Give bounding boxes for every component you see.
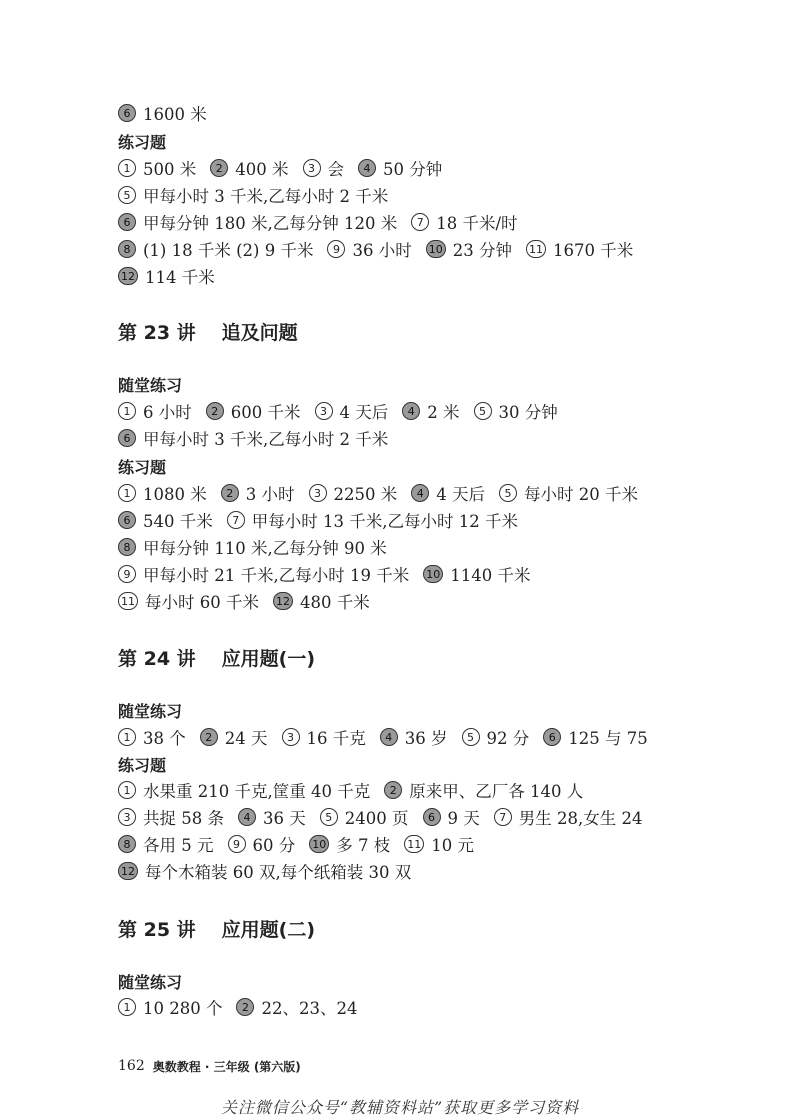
question-number-badge: 4 — [402, 402, 420, 420]
answer-text: (1) 18 千米 (2) 9 千米 — [143, 241, 314, 260]
answer-line — [118, 994, 371, 1020]
answer-item — [221, 481, 295, 505]
answer-item — [118, 426, 388, 450]
answer-item — [402, 399, 459, 423]
answer-line — [118, 588, 384, 614]
question-number-badge: 8 — [118, 538, 136, 556]
answer-item — [282, 725, 366, 749]
answer-text: 6 小时 — [143, 403, 192, 422]
question-number-badge: 6 — [118, 511, 136, 529]
answer-line — [118, 831, 488, 857]
question-number-badge: 4 — [411, 484, 429, 502]
answer-item — [118, 589, 259, 613]
answer-text: 9 天 — [447, 809, 480, 828]
answer-text: 每个木箱装 60 双,每个纸箱装 30 双 — [145, 863, 412, 882]
answer-item — [423, 805, 480, 829]
answer-item — [303, 156, 345, 180]
answer-text: 甲每小时 3 千米,乙每小时 2 千米 — [143, 430, 389, 449]
answer-line — [118, 425, 402, 451]
answer-line — [118, 155, 456, 181]
question-number-badge: 4 — [358, 159, 376, 177]
answer-line — [118, 561, 544, 587]
lecture-number: 第 24 讲 — [118, 647, 196, 670]
answer-item — [273, 589, 370, 613]
question-number-badge: 1 — [118, 781, 136, 799]
answer-line — [118, 398, 572, 424]
answer-text: 36 天 — [263, 809, 306, 828]
answer-text: 18 千米/时 — [436, 214, 518, 233]
answer-text: 甲每分钟 180 米,乙每分钟 120 米 — [143, 214, 398, 233]
answer-item — [238, 805, 306, 829]
answer-item — [118, 832, 214, 856]
question-number-badge: 1 — [118, 998, 136, 1016]
answer-line — [118, 182, 402, 208]
answer-line — [118, 858, 425, 884]
answer-item — [118, 778, 370, 802]
answer-text: 会 — [327, 160, 344, 179]
section-heading — [118, 316, 298, 346]
answer-item — [309, 832, 390, 856]
lecture-title: 应用题(二) — [221, 918, 316, 941]
question-number-badge: 10 — [423, 565, 443, 583]
answer-item — [118, 995, 222, 1019]
question-number-badge: 5 — [462, 728, 480, 746]
answer-item — [118, 805, 224, 829]
question-number-badge: 2 — [221, 484, 239, 502]
question-number-badge: 11 — [118, 592, 138, 610]
answer-item — [474, 399, 558, 423]
question-number-badge: 6 — [118, 213, 136, 231]
answer-item — [543, 725, 647, 749]
page-number: 162 — [118, 1058, 145, 1074]
answer-text: 50 分钟 — [383, 160, 443, 179]
question-number-badge: 6 — [423, 808, 441, 826]
answer-text: 共捉 58 条 — [143, 809, 224, 828]
question-number-badge: 7 — [227, 511, 245, 529]
answer-text: 10 280 个 — [143, 999, 223, 1018]
answer-item — [526, 237, 633, 261]
answer-item — [411, 481, 485, 505]
answer-text: 原来甲、乙厂各 140 人 — [409, 782, 584, 801]
answer-item — [200, 725, 268, 749]
question-number-badge: 6 — [118, 104, 136, 122]
answer-line — [118, 100, 221, 126]
answer-item — [118, 101, 207, 125]
answer-text: 2250 米 — [333, 485, 398, 504]
question-number-badge: 5 — [474, 402, 492, 420]
question-number-badge: 8 — [118, 835, 136, 853]
answer-item — [118, 156, 196, 180]
answer-text: 男生 28,女生 24 — [518, 809, 643, 828]
answer-line — [118, 724, 662, 750]
answer-item — [384, 778, 583, 802]
question-number-badge: 2 — [210, 159, 228, 177]
practice-heading: 练习题 — [118, 755, 167, 775]
answer-item — [228, 832, 296, 856]
question-number-badge: 10 — [426, 240, 446, 258]
answer-text: 甲每分钟 110 米,乙每分钟 90 米 — [143, 539, 387, 558]
question-number-badge: 8 — [118, 240, 136, 258]
question-number-badge: 9 — [327, 240, 345, 258]
class-practice-heading: 随堂练习 — [118, 972, 183, 992]
page-footer — [118, 1055, 301, 1077]
answer-item — [210, 156, 288, 180]
answer-text: 500 米 — [143, 160, 197, 179]
answer-text: 36 小时 — [352, 241, 412, 260]
answer-item — [494, 805, 643, 829]
answer-item — [118, 399, 192, 423]
answer-item — [309, 481, 398, 505]
question-number-badge: 3 — [315, 402, 333, 420]
class-practice-heading: 随堂练习 — [118, 701, 183, 721]
question-number-badge: 7 — [411, 213, 429, 231]
answer-text: 水果重 210 千克,筐重 40 千克 — [143, 782, 371, 801]
question-number-badge: 9 — [118, 565, 136, 583]
answer-text: 1140 千米 — [450, 566, 531, 585]
question-number-badge: 10 — [309, 835, 329, 853]
answer-text: 24 天 — [224, 729, 268, 748]
answer-text: 每小时 20 千米 — [524, 485, 638, 504]
answer-text: 540 千米 — [143, 512, 213, 531]
answer-line — [118, 236, 647, 262]
question-number-badge: 1 — [118, 402, 136, 420]
answer-text: 1670 千米 — [552, 241, 634, 260]
question-number-badge: 3 — [282, 728, 300, 746]
question-number-badge: 3 — [118, 808, 136, 826]
answer-text: 各用 5 元 — [143, 836, 214, 855]
answer-text: 甲每小时 13 千米,乙每小时 12 千米 — [251, 512, 518, 531]
question-number-badge: 3 — [309, 484, 327, 502]
answer-item — [206, 399, 301, 423]
answer-item — [118, 725, 186, 749]
answer-line — [118, 263, 229, 289]
answer-text: 1080 米 — [143, 485, 207, 504]
answer-item — [118, 210, 397, 234]
answer-item — [236, 995, 357, 1019]
question-number-badge: 2 — [206, 402, 224, 420]
class-practice-heading: 随堂练习 — [118, 375, 183, 395]
answer-text: 3 小时 — [245, 485, 295, 504]
answer-text: 23 分钟 — [452, 241, 512, 260]
answer-text: 60 分 — [252, 836, 296, 855]
answer-item — [380, 725, 448, 749]
answer-item — [426, 237, 512, 261]
watermark-text: 关注微信公众号“教辅资料站”获取更多学习资料 — [220, 1097, 580, 1117]
answer-text: 甲每小时 3 千米,乙每小时 2 千米 — [143, 187, 389, 206]
answer-text: 多 7 枝 — [336, 836, 391, 855]
lecture-title: 追及问题 — [221, 321, 298, 344]
section-heading — [118, 913, 315, 943]
answer-item — [118, 535, 387, 559]
question-number-badge: 7 — [494, 808, 512, 826]
answer-item — [462, 725, 530, 749]
question-number-badge: 3 — [303, 159, 321, 177]
answer-item — [118, 508, 213, 532]
answer-item — [315, 399, 389, 423]
question-number-badge: 12 — [118, 267, 138, 285]
practice-heading: 练习题 — [118, 457, 167, 477]
book-title: 奥数教程 · 三年级 (第六版) — [152, 1059, 301, 1074]
answer-text: 4 天后 — [436, 485, 485, 504]
answer-text: 38 个 — [143, 729, 186, 748]
answer-text: 2400 页 — [344, 809, 409, 828]
question-number-badge: 12 — [273, 592, 293, 610]
answer-item — [404, 832, 474, 856]
question-number-badge: 4 — [238, 808, 256, 826]
answer-item — [358, 156, 442, 180]
question-number-badge: 1 — [118, 484, 136, 502]
answer-text: 2 米 — [427, 403, 460, 422]
answer-item — [227, 508, 518, 532]
answer-item — [327, 237, 411, 261]
answer-item — [118, 481, 207, 505]
answer-text: 10 元 — [431, 836, 474, 855]
answer-item — [423, 562, 530, 586]
answer-text: 125 与 75 — [568, 729, 648, 748]
answer-text: 1600 米 — [143, 105, 207, 124]
question-number-badge: 5 — [320, 808, 338, 826]
lecture-number: 第 25 讲 — [118, 918, 196, 941]
question-number-badge: 2 — [384, 781, 402, 799]
lecture-title: 应用题(一) — [221, 647, 316, 670]
answer-item — [118, 859, 411, 883]
answer-item — [411, 210, 517, 234]
answer-text: 4 天后 — [339, 403, 389, 422]
answer-text: 16 千克 — [306, 729, 366, 748]
answer-item — [320, 805, 409, 829]
answer-line — [118, 777, 597, 803]
answer-item — [118, 237, 313, 261]
question-number-badge: 6 — [118, 429, 136, 447]
answer-item — [118, 183, 388, 207]
answer-text: 400 米 — [235, 160, 289, 179]
answer-line — [118, 480, 652, 506]
question-number-badge: 5 — [118, 186, 136, 204]
answer-line — [118, 209, 532, 235]
answer-text: 每小时 60 千米 — [145, 593, 259, 612]
question-number-badge: 1 — [118, 159, 136, 177]
question-number-badge: 4 — [380, 728, 398, 746]
answer-line — [118, 507, 532, 533]
practice-heading: 练习题 — [118, 132, 167, 152]
question-number-badge: 6 — [543, 728, 561, 746]
answer-text: 92 分 — [486, 729, 530, 748]
question-number-badge: 11 — [526, 240, 546, 258]
question-number-badge: 5 — [499, 484, 517, 502]
answer-text: 36 岁 — [404, 729, 448, 748]
lecture-number: 第 23 讲 — [118, 321, 196, 344]
answer-text: 114 千米 — [145, 268, 215, 287]
answer-text: 30 分钟 — [498, 403, 558, 422]
question-number-badge: 12 — [118, 862, 138, 880]
section-heading — [118, 642, 315, 672]
question-number-badge: 2 — [236, 998, 254, 1016]
answer-text: 甲每小时 21 千米,乙每小时 19 千米 — [143, 566, 410, 585]
answer-item — [499, 481, 638, 505]
question-number-badge: 1 — [118, 728, 136, 746]
answer-line — [118, 804, 656, 830]
answer-text: 480 千米 — [300, 593, 370, 612]
answer-text: 22、23、24 — [261, 999, 358, 1018]
answer-item — [118, 264, 215, 288]
answer-line — [118, 534, 401, 560]
question-number-badge: 9 — [228, 835, 246, 853]
answer-text: 600 千米 — [230, 403, 301, 422]
answer-item — [118, 562, 409, 586]
question-number-badge: 2 — [200, 728, 218, 746]
question-number-badge: 11 — [404, 835, 424, 853]
